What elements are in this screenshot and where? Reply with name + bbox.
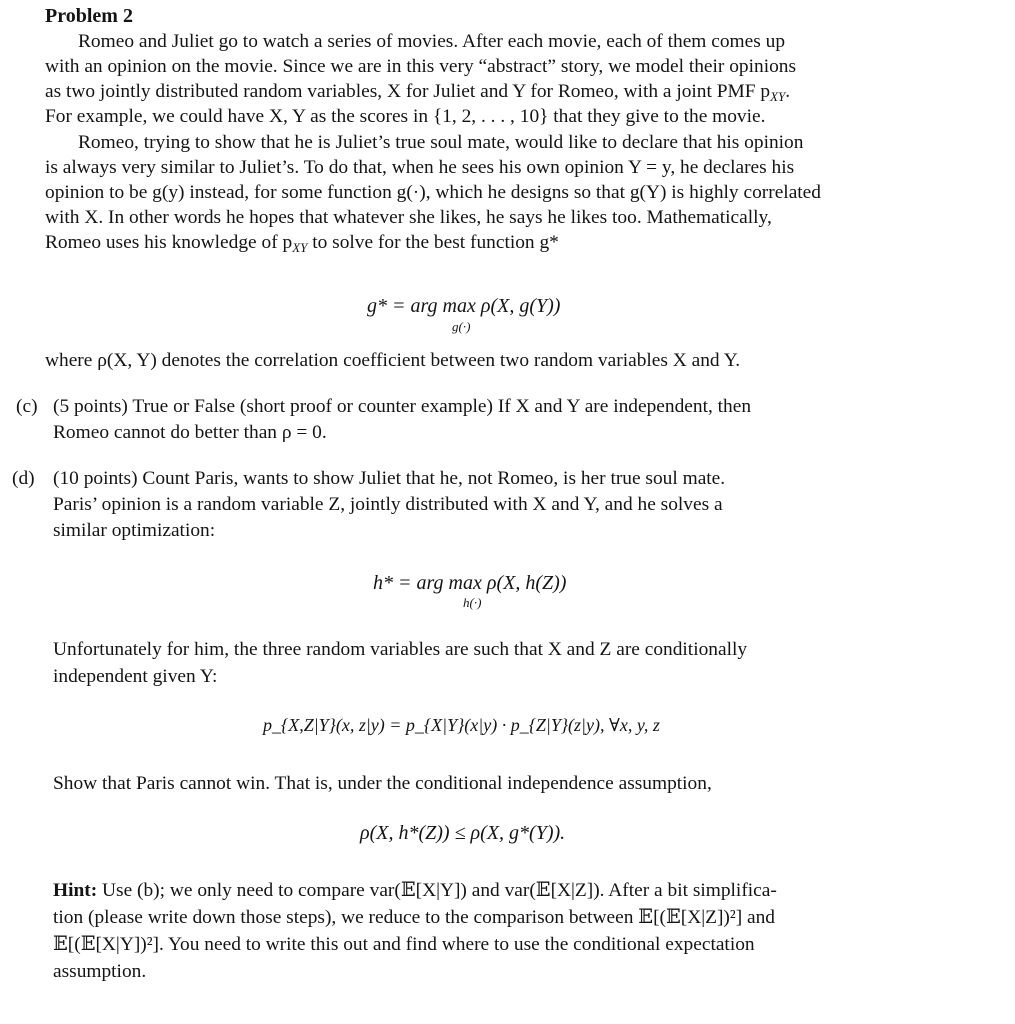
equation-h-star: h* = arg max ρ(X, h(Z)) — [373, 572, 567, 594]
part-d-line-3: similar optimization: — [53, 520, 216, 541]
intro-line-8: with X. In other words he hopes that whatever she likes, he says he likes too. Mathematically, — [45, 207, 772, 228]
intro-line-3: as two jointly distributed random variables, X for Juliet and Y for Romeo, with a joint PMF $p_{XY}$. — [45, 81, 791, 104]
intro-line-4: For example, we could have X, Y as the scores in {1, 2, . . . , 10} that they give to the movie. — [45, 106, 766, 127]
intro-line-5: Romeo, trying to show that he is Juliet’s true soul mate, would like to declare that his opinion — [78, 132, 804, 153]
cond-line-2: independent given Y: — [53, 666, 218, 687]
show-line: Show that Paris cannot win. That is, under the conditional independence assumption, — [53, 773, 712, 794]
intro-line-7: opinion to be g(y) instead, for some function g(·), which he designs so that g(Y) is highly correlated — [45, 182, 821, 203]
intro-line-1: Romeo and Juliet go to watch a series of movies. After each movie, each of them comes up — [78, 31, 786, 52]
hint-line-1-text: Use (b); we only need to compare var(𝔼[X|Y]) and var(𝔼[X|Z]). After a bit simplifica- — [97, 880, 777, 901]
equation-h-star-subscript: h(·) — [463, 595, 482, 610]
intro-line-9: Romeo uses his knowledge of $p_{XY}$ to solve for the best function g* — [45, 232, 559, 255]
intro-line-6: is always very similar to Juliet’s. To do that, when he sees his own opinion Y = y, he declares his — [45, 157, 795, 178]
intro-line-9-tail: to solve for the best function g* — [307, 232, 559, 253]
equation-inequality: ρ(X, h*(Z)) ≤ ρ(X, g*(Y)). — [360, 822, 566, 844]
hint-label: Hint: — [53, 880, 98, 901]
part-d-line-2: Paris’ opinion is a random variable Z, jointly distributed with X and Y, and he solves a — [53, 494, 723, 515]
cond-line-1: Unfortunately for him, the three random variables are such that X and Z are conditionally — [53, 639, 748, 660]
problem-heading: Problem 2 — [45, 5, 133, 27]
intro-line-9-text: Romeo uses his knowledge of p — [45, 232, 293, 253]
hint-line-4: assumption. — [53, 961, 147, 982]
part-c-line-2: Romeo cannot do better than ρ = 0. — [53, 422, 327, 443]
equation-g-star-subscript: g(·) — [452, 319, 471, 334]
intro-line-3-text: as two jointly distributed random variables, X for Juliet and Y for Romeo, with a joint PMF p — [45, 81, 771, 102]
intro-line-2: with an opinion on the movie. Since we are in this very “abstract” story, we model their opinions — [45, 56, 797, 77]
part-d-label: (d) — [12, 468, 35, 489]
where-line: where ρ(X, Y) denotes the correlation coefficient between two random variables X and Y. — [45, 350, 741, 371]
part-c-label: (c) — [16, 396, 38, 417]
hint-line-3: 𝔼[(𝔼[X|Y])²]. You need to write this out and find where to use the conditional expectation — [53, 934, 755, 955]
equation-g-star: g* = arg max ρ(X, g(Y)) — [367, 295, 561, 317]
part-c-line-1: (5 points) True or False (short proof or counter example) If X and Y are independent, then — [53, 396, 752, 417]
part-d-line-1: (10 points) Count Paris, wants to show Juliet that he, not Romeo, is her true soul mate. — [53, 468, 726, 489]
hint-line-1 — [53, 881, 777, 900]
equation-conditional-independence: p_{X,Z|Y}(x, z|y) = p_{X|Y}(x|y) · p_{Z|Y}(z|y), ∀x, y, z — [263, 715, 660, 735]
hint-line-2: tion (please write down those steps), we reduce to the comparison between 𝔼[(𝔼[X|Z])²] and — [53, 907, 775, 928]
